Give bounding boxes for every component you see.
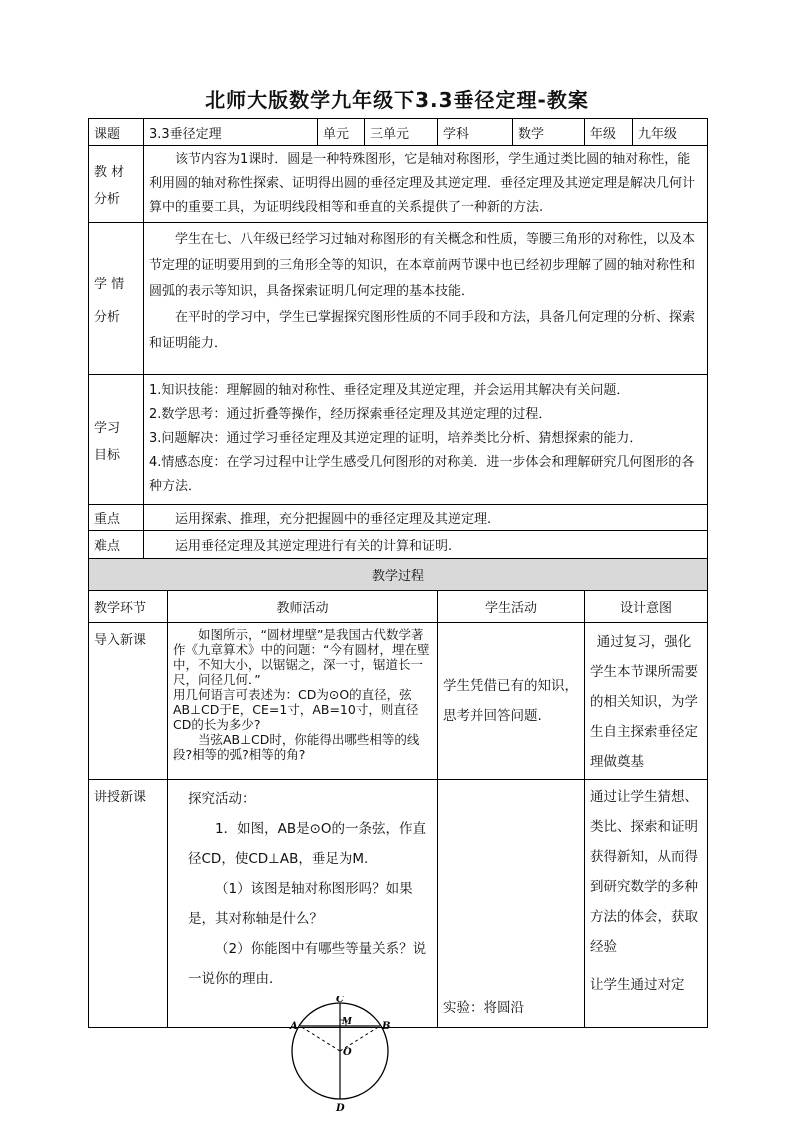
jiangshou-student-text: 实验：将圆沿 — [443, 1000, 524, 1016]
jiangshou-t3: （2）你能图中有哪些等量关系？说一说你的理由． — [188, 941, 427, 987]
nandian-label: 难点 — [89, 531, 144, 559]
daoru-teacher — [168, 623, 438, 780]
subject-label: 学科 — [438, 119, 513, 146]
jiangshou-student — [438, 780, 585, 1028]
col-intent: 设计意图 — [585, 591, 708, 623]
mubiao-item: 4.情感态度：在学习过程中让学生感受几何图形的对称美．进一步体会和理解研究几何图形的各种方法． — [149, 455, 695, 494]
label-b: B — [382, 1021, 391, 1032]
mubiao-label-line1: 学习 — [94, 420, 121, 436]
process-header: 教学过程 — [89, 559, 708, 591]
daoru-t1: 如图所示，“圆材埋壁”是我国古代数学著作《九章算术》中的问题：“今有圆材，埋在壁中，不知大小，以锯锯之，深一寸，锯道长一尺，问径几何．” — [173, 627, 430, 687]
mubiao-label — [89, 375, 144, 505]
col-student: 学生活动 — [438, 591, 585, 623]
lesson-plan-table — [88, 118, 708, 1028]
label-a: A — [290, 1021, 298, 1032]
jiangshou-intent1: 通过让学生猜想、类比、探索和证明获得新知，从而得到研究数学的多种方法的体会，获取经验 — [590, 789, 698, 955]
jiaocai-label-line1: 教 材 — [94, 165, 125, 180]
col-stage: 教学环节 — [89, 591, 168, 623]
daoru-intent: 通过复习，强化学生本节课所需要的相关知识，为学生自主探索垂径定理做奠基 — [585, 623, 708, 780]
mubiao-list — [144, 375, 708, 505]
daoru-student: 学生凭借已有的知识，思考并回答问题. — [438, 623, 585, 780]
mubiao-label-line2: 目标 — [94, 447, 121, 463]
xueqing-label-line2: 分析 — [94, 309, 121, 325]
jiaocai-label-line2: 分析 — [94, 192, 121, 207]
label-m: M — [342, 1017, 352, 1027]
xueqing-label — [89, 223, 144, 375]
daoru-t2: 用几何语言可表述为：CD为⊙O的直径，弦AB⊥CD于E，CE=1寸，AB=10寸，则直径CD的长为多少? — [173, 687, 419, 732]
keti-label: 课题 — [89, 119, 144, 146]
mubiao-item: 1.知识技能：理解圆的轴对称性、垂径定理及其逆定理，并会运用其解决有关问题． — [149, 383, 630, 398]
xueqing-p2: 在平时的学习中，学生已掌握探究图形性质的不同手段和方法，具备几何定理的分析、探索和证明能力． — [149, 310, 696, 351]
jiaocai-label — [89, 146, 144, 223]
jiangshou-intent2: 让学生通过对定 — [590, 977, 685, 993]
daoru-label: 导入新课 — [89, 623, 168, 780]
jiangshou-t1: 1．如图，AB是⊙O的一条弦，作直径CD，使CD⊥AB，垂足为M. — [188, 821, 427, 867]
jiaocai-text: 该节内容为1课时．圆是一种特殊图形，它是轴对称图形，学生通过类比圆的轴对称性，能利用圆的轴对称性探索、证明得出圆的垂径定理及其逆定理．垂径定理及其逆定理是解决几何计算中的重要工具，为证明线段相等和垂直的关系提供了一种新的方法. — [144, 146, 708, 223]
grade-label: 年级 — [585, 119, 633, 146]
label-d: D — [336, 1103, 345, 1114]
xueqing-p1: 学生在七、八年级已经学习过轴对称图形的有关概念和性质，等腰三角形的对称性，以及本节定理的证明要用到的三角形全等的知识，在本章前两节课中也已经初步理解了圆的轴对称性和圆弧的表示等知识，具备探索证明几何定理的基本技能． — [149, 232, 696, 299]
radius-oa — [300, 1026, 340, 1051]
xueqing-label-line1: 学 情 — [94, 276, 125, 292]
daoru-t3: 当弦AB⊥CD时，你能得出哪些相等的线段?相等的弧?相等的角? — [173, 732, 420, 762]
unit-value: 三单元 — [365, 119, 438, 146]
jiangshou-t2: （1）该图是轴对称图形吗？如果是，其对称轴是什么？ — [188, 881, 413, 927]
label-o: O — [343, 1047, 352, 1058]
col-teacher: 教师活动 — [168, 591, 438, 623]
document-title: 北师大版数学九年级下3.3垂径定理-教案 — [205, 88, 589, 112]
nandian-text: 运用垂径定理及其逆定理进行有关的计算和证明. — [144, 531, 708, 559]
mubiao-item: 2.数学思考：通过折叠等操作，经历探索垂径定理及其逆定理的过程． — [149, 407, 552, 422]
subject-value: 数学 — [513, 119, 585, 146]
jiangshou-t0: 探究活动： — [188, 791, 256, 807]
label-c: C — [336, 996, 344, 1005]
jiangshou-label: 讲授新课 — [89, 780, 168, 1028]
grade-value: 九年级 — [633, 119, 708, 146]
unit-label: 单元 — [318, 119, 365, 146]
jiangshou-teacher — [168, 780, 438, 1028]
zhongdian-label: 重点 — [89, 505, 144, 531]
zhongdian-text: 运用探索、推理，充分把握圆中的垂径定理及其逆定理. — [144, 505, 708, 531]
jiangshou-intent — [585, 780, 708, 1028]
mubiao-item: 3.问题解决：通过学习垂径定理及其逆定理的证明，培养类比分析、猜想探索的能力． — [149, 431, 643, 446]
xueqing-text — [144, 223, 708, 375]
circle-figure — [280, 996, 400, 1123]
keti-value: 3.3垂径定理 — [144, 119, 318, 146]
